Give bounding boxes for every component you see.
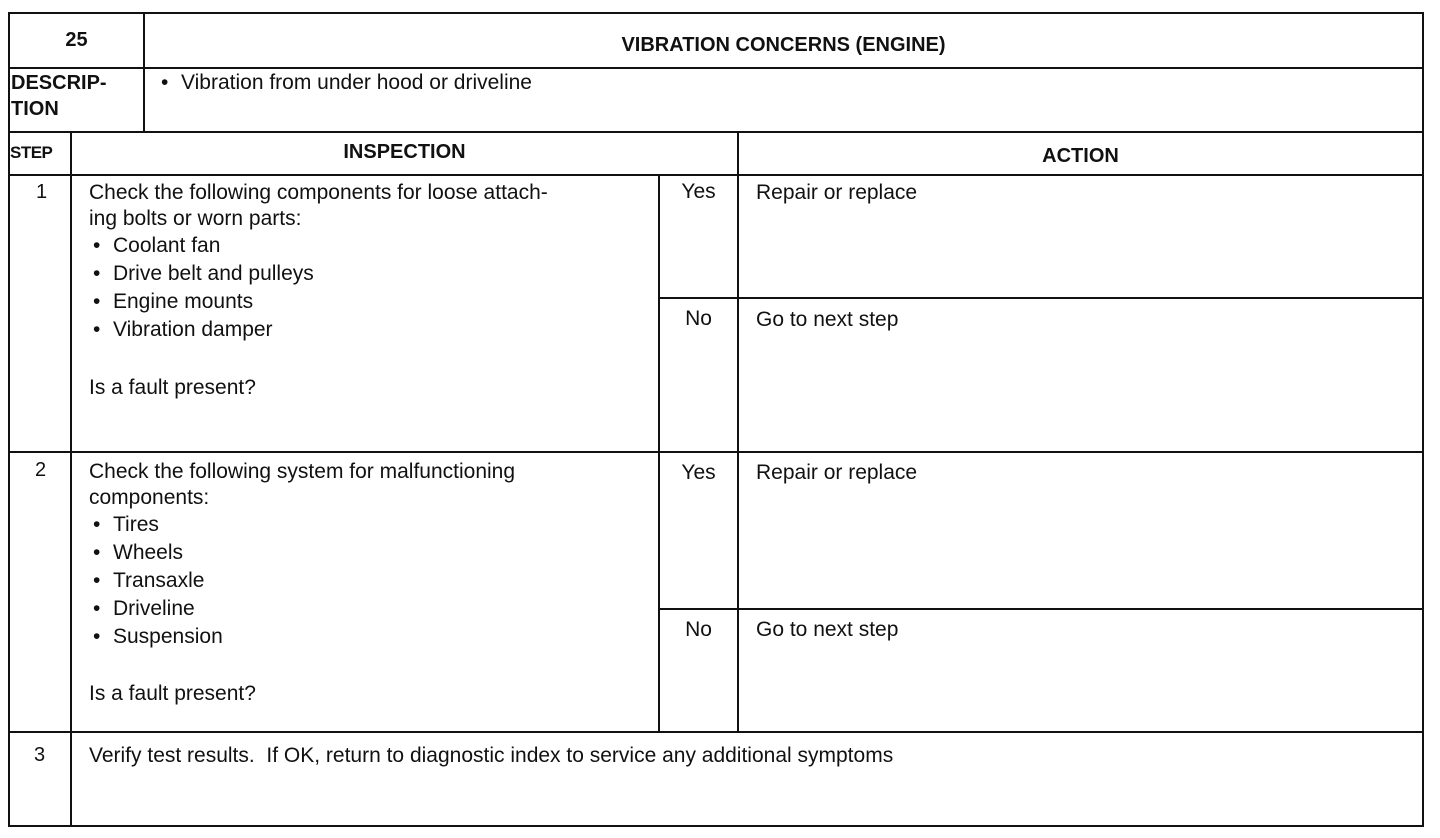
- step1-component-list: [89, 232, 314, 344]
- list-item: • Driveline: [89, 595, 223, 623]
- step1-no-label: No: [685, 307, 712, 330]
- column-header-action: ACTION: [1042, 145, 1119, 167]
- step2-intro-line1: Check the following system for malfunctioning: [89, 460, 516, 483]
- table-right-border: [1422, 12, 1424, 827]
- step2-yes-label: Yes: [681, 461, 716, 484]
- column-header-inspection: INSPECTION: [343, 141, 466, 163]
- list-item: • Transaxle: [89, 567, 223, 595]
- description-label-line2: TION: [11, 98, 59, 120]
- step2-yes-action: Repair or replace: [756, 461, 918, 484]
- step1-intro-line1: Check the following components for loose attach-: [89, 181, 548, 204]
- step2-inspection-answer-divider: [658, 451, 660, 733]
- step1-answer-action-divider: [737, 174, 739, 453]
- step2-no-action: Go to next step: [756, 618, 899, 641]
- step2-yes-no-divider: [658, 608, 1424, 610]
- chart-title: VIBRATION CONCERNS (ENGINE): [621, 34, 946, 56]
- description-item: • Vibration from under hood or driveline: [157, 69, 532, 97]
- table-left-border: [8, 12, 10, 827]
- step1-question: Is a fault present?: [89, 376, 256, 399]
- step1-no-action: Go to next step: [756, 308, 899, 331]
- description-label-line1: DESCRIP-: [11, 72, 107, 94]
- step1-number: 1: [36, 181, 48, 203]
- step1-intro-line2: ing bolts or worn parts:: [89, 207, 302, 230]
- step1-yes-no-divider: [658, 297, 1424, 299]
- step2-no-label: No: [685, 618, 712, 641]
- list-item: • Suspension: [89, 623, 223, 651]
- step2-component-list: [89, 511, 223, 651]
- list-item: • Vibration damper: [89, 316, 314, 344]
- description-divider: [8, 131, 1424, 133]
- step2-divider: [8, 731, 1424, 733]
- list-item: • Wheels: [89, 539, 223, 567]
- step2-intro-line2: components:: [89, 486, 210, 509]
- table-top-border: [8, 12, 1424, 14]
- list-item: • Coolant fan: [89, 232, 314, 260]
- column-header-divider: [8, 174, 1424, 176]
- step1-yes-action: Repair or replace: [756, 181, 918, 204]
- step2-answer-action-divider: [737, 451, 739, 733]
- description-list: [157, 69, 532, 97]
- step2-number: 2: [35, 459, 47, 481]
- chart-number: 25: [65, 29, 88, 51]
- step2-question: Is a fault present?: [89, 682, 256, 705]
- step-column-divider: [70, 131, 72, 827]
- step3-number: 3: [34, 744, 46, 766]
- list-item: • Tires: [89, 511, 223, 539]
- list-item: • Drive belt and pulleys: [89, 260, 314, 288]
- step3-text: Verify test results. If OK, return to diagnostic index to service any additional symptoms: [89, 744, 894, 767]
- step1-divider: [8, 451, 1424, 453]
- table-bottom-border: [8, 825, 1424, 827]
- step1-yes-label: Yes: [681, 180, 716, 203]
- list-item: • Engine mounts: [89, 288, 314, 316]
- column-header-step: STEP: [10, 143, 53, 162]
